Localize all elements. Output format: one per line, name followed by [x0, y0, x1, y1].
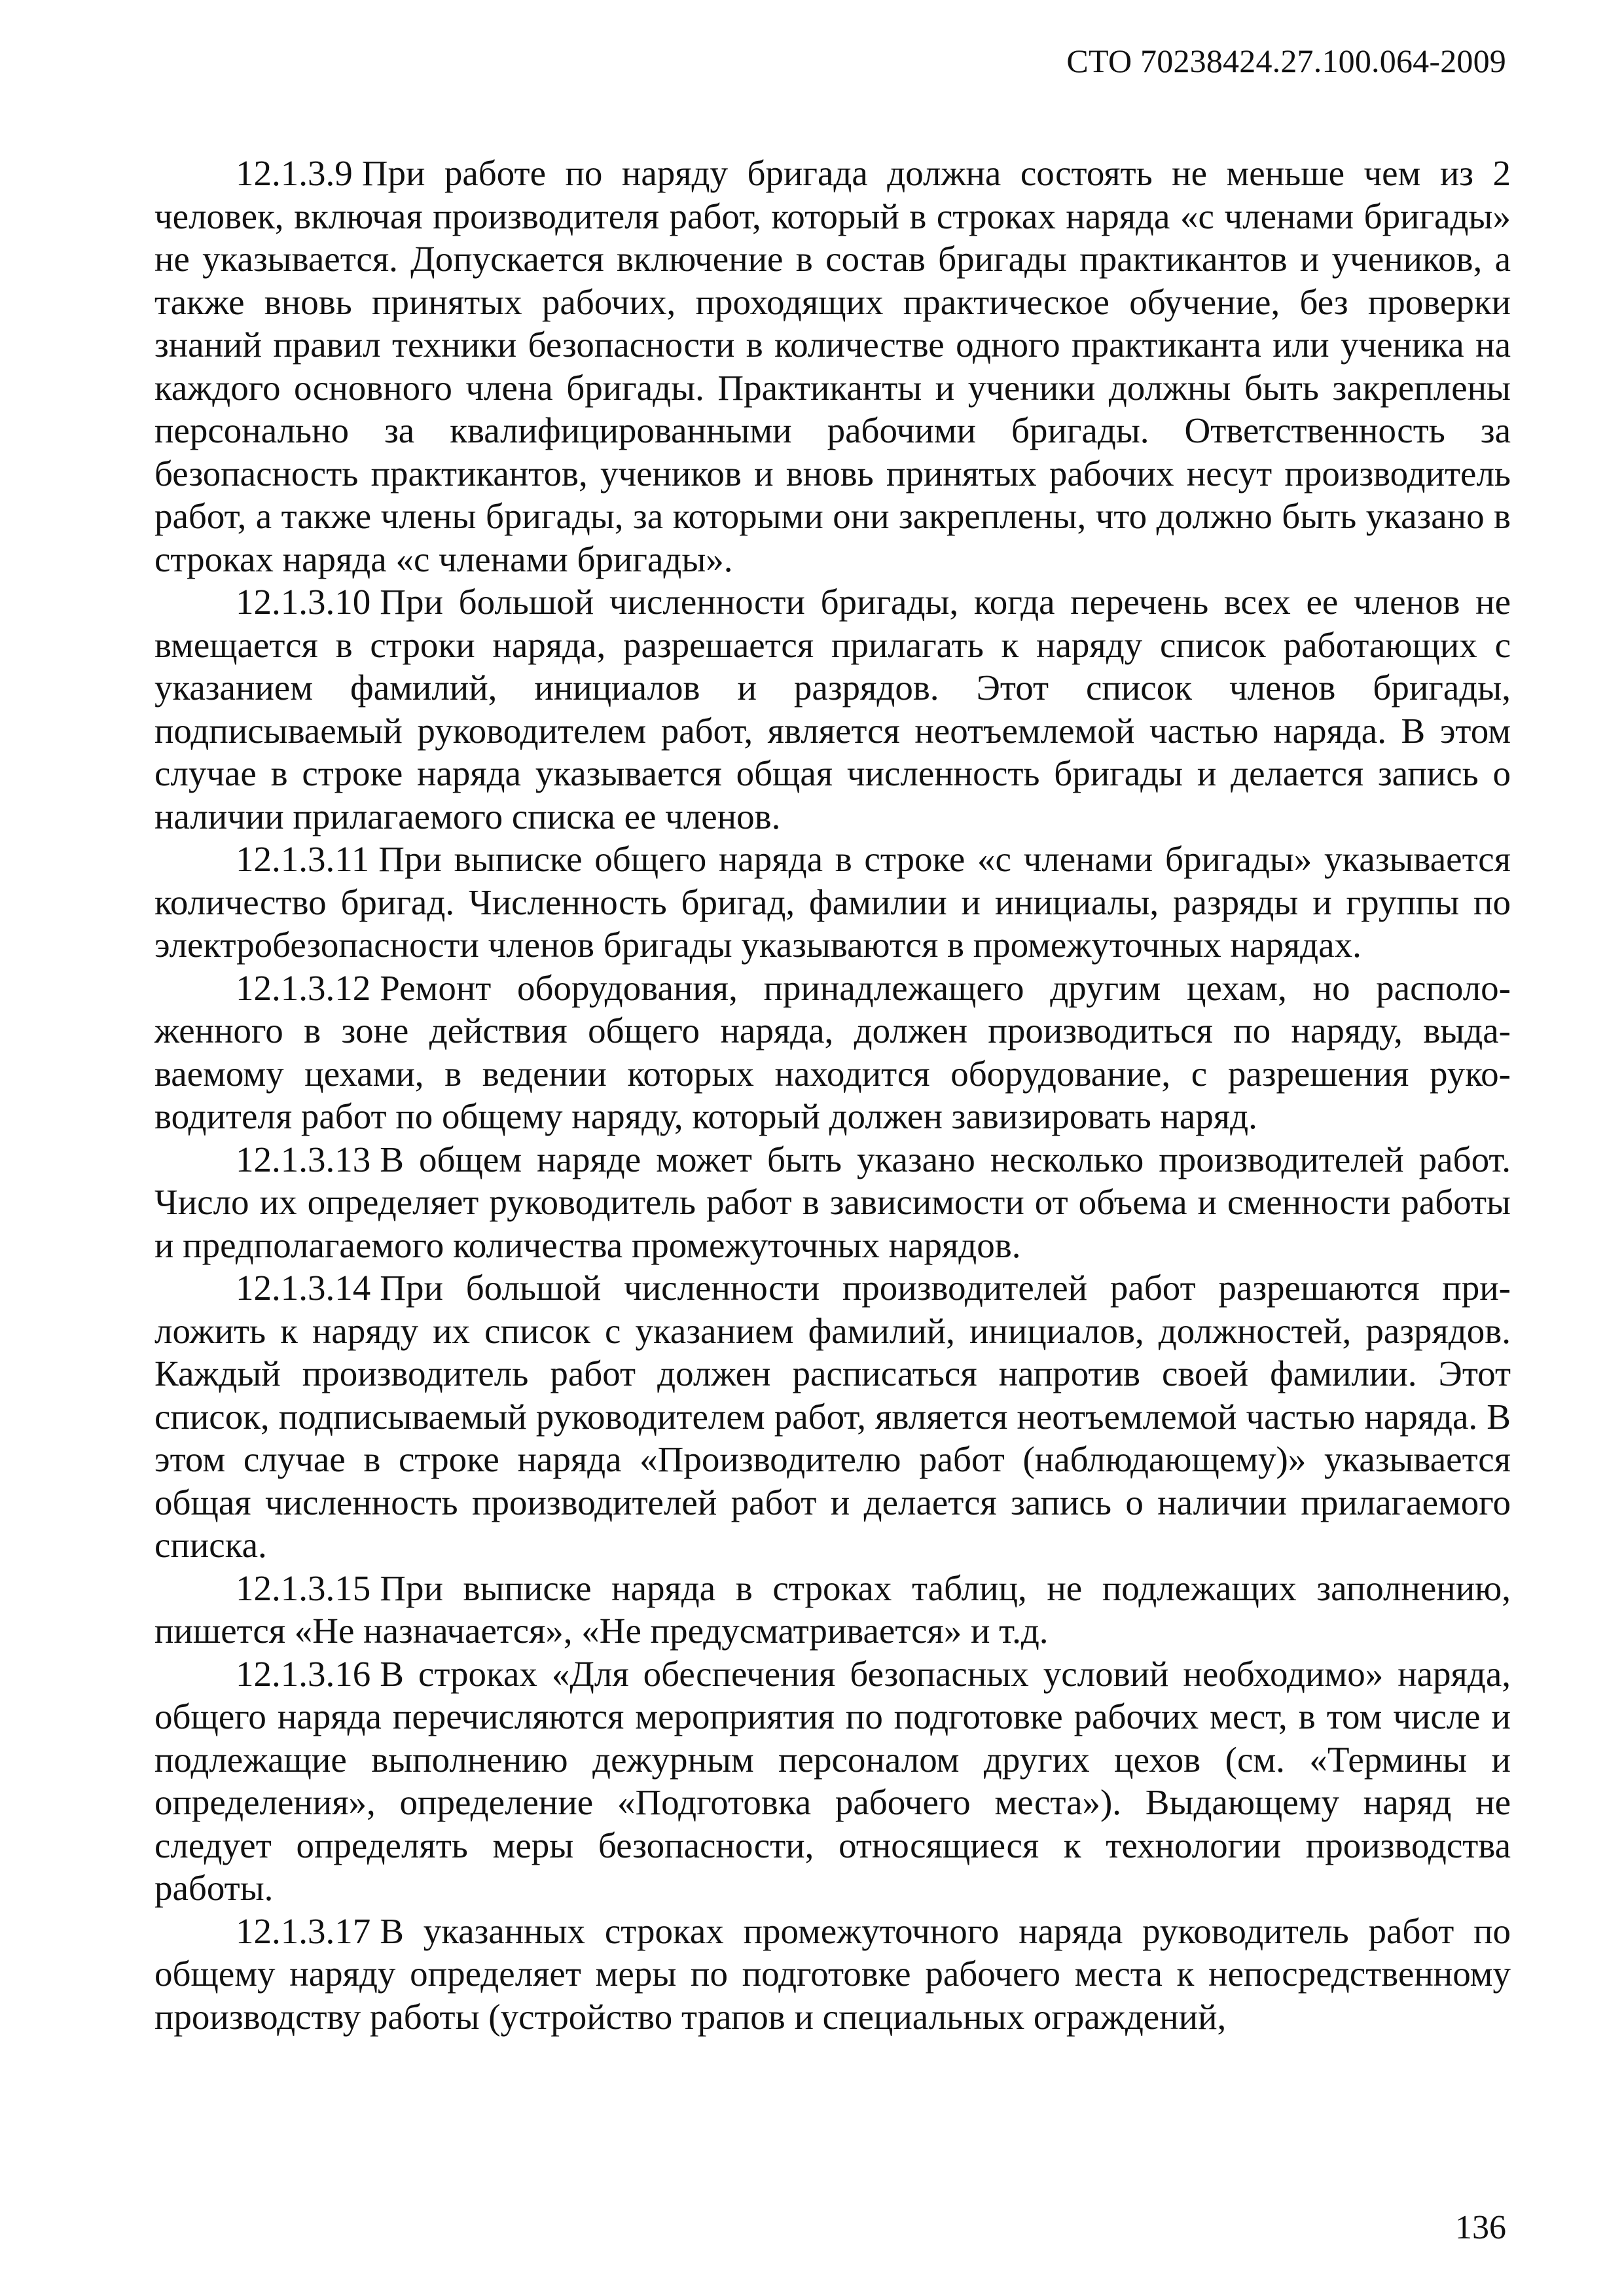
page-number: 136: [1455, 2209, 1506, 2246]
paragraph-12-1-3-13: [154, 1138, 1511, 1267]
paragraph-number: 12.1.3.15: [236, 1568, 371, 1608]
paragraph-text: При большой численности бригады, когда перечень всех ее членов не вмещается в строки наряда, разрешается прилагать к наряду список работающих с указанием фамилий, инициалов и разрядов. Этот список членов бригады, подписываемый руководителем работ, является неотъемлемой частью наряда. В этом случае в строке наряда указывается общая численность бригады и делается запись о наличии прилагаемого списка ее членов.: [154, 582, 1511, 836]
paragraph-text: При большой численности производителей работ разрешаются приложить к наряду их список с указанием фамилий, инициалов, должностей, разрядов. Каждый производитель работ должен расписаться напротив своей фамилии. Этот список, подписываемый руководителем работ, является неотъемлемой частью наряда. В этом случае в строке наряда «Производителю работ (наблюдающему)» указывается общая численность производителей работ и делается запись о наличии прилагаемого списка.: [154, 1268, 1511, 1565]
paragraph-12-1-3-15: [154, 1567, 1511, 1653]
paragraph-number: 12.1.3.12: [236, 967, 371, 1008]
paragraph-number: 12.1.3.16: [236, 1653, 371, 1694]
paragraph-12-1-3-12: [154, 967, 1511, 1138]
paragraph-12-1-3-9: [154, 152, 1511, 581]
paragraph-text: При выписке наряда в строках таблиц, не подлежащих заполнению, пишется «Не назначается», «Не предусматривается» и т.д.: [154, 1568, 1511, 1651]
paragraph-number: 12.1.3.17: [236, 1910, 371, 1951]
document-body: [154, 152, 1511, 2038]
paragraph-number: 12.1.3.10: [236, 582, 371, 622]
paragraph-12-1-3-10: [154, 581, 1511, 838]
paragraph-number: 12.1.3.11: [236, 839, 370, 879]
paragraph-12-1-3-16: [154, 1653, 1511, 1910]
paragraph-text: При работе по наряду бригада должна состоять не меньше чем из 2 человек, включая производителя работ, который в строках наряда «с членами бригады» не указывается. Допускается включение в состав бригады практикантов и учеников, а также вновь принятых рабочих, проходящих практическое обучение, без проверки знаний правил техники безопасности в количестве одного практиканта или ученика на каждого основного члена бригады. Практиканты и ученики должны быть закреплены персонально за квалифицированными рабочими бригады. Ответственность за безопасность практикантов, учеников и вновь принятых рабочих несут производитель работ, а также члены бригады, за которыми они закреплены, что должно быть указано в строках наряда «с членами бригады».: [154, 153, 1511, 579]
paragraph-number: 12.1.3.9: [236, 153, 353, 193]
paragraph-number: 12.1.3.14: [236, 1268, 371, 1308]
paragraph-text: В указанных строках промежуточного наряда руководитель работ по общему наряду определяет меры по подготовке рабочего места к непосредственному производству работы (устройство трапов и специальных ограждений,: [154, 1910, 1511, 2037]
paragraph-text: В общем наряде может быть указано несколько производителей работ. Число их определяет руководитель работ в зависимости от объема и сменности работы и предполагаемого количества промежуточных нарядов.: [154, 1139, 1511, 1265]
paragraph-12-1-3-17: [154, 1910, 1511, 2039]
paragraph-text: При выписке общего наряда в строке «с членами бригады» указывается количество бригад. Численность бригад, фамилии и инициалы, разряды и группы по электробезопасности членов бригады указываются в промежуточных нарядах.: [154, 839, 1511, 965]
paragraph-text: В строках «Для обеспечения безопасных условий необходимо» наряда, общего наряда перечисляются мероприятия по подготовке рабочих мест, в том числе и подлежащие выполнению дежурным персоналом других цехов (см. «Термины и определения», определение «Подготовка рабочего места»). Выдающему наряд не следует определять меры безопасности, относящиеся к технологии производства работы.: [154, 1653, 1511, 1908]
document-code-header: СТО 70238424.27.100.064-2009: [1066, 43, 1506, 79]
paragraph-text: Ремонт оборудования, принадлежащего другим цехам, но расположенного в зоне действия общего наряда, должен производиться по наряду, выдаваемому цехами, в ведении которых находится оборудование, с разрешения руководителя работ по общему наряду, который должен завизировать наряд.: [154, 967, 1511, 1136]
paragraph-number: 12.1.3.13: [236, 1139, 371, 1179]
paragraph-12-1-3-14: [154, 1266, 1511, 1567]
paragraph-12-1-3-11: [154, 838, 1511, 967]
